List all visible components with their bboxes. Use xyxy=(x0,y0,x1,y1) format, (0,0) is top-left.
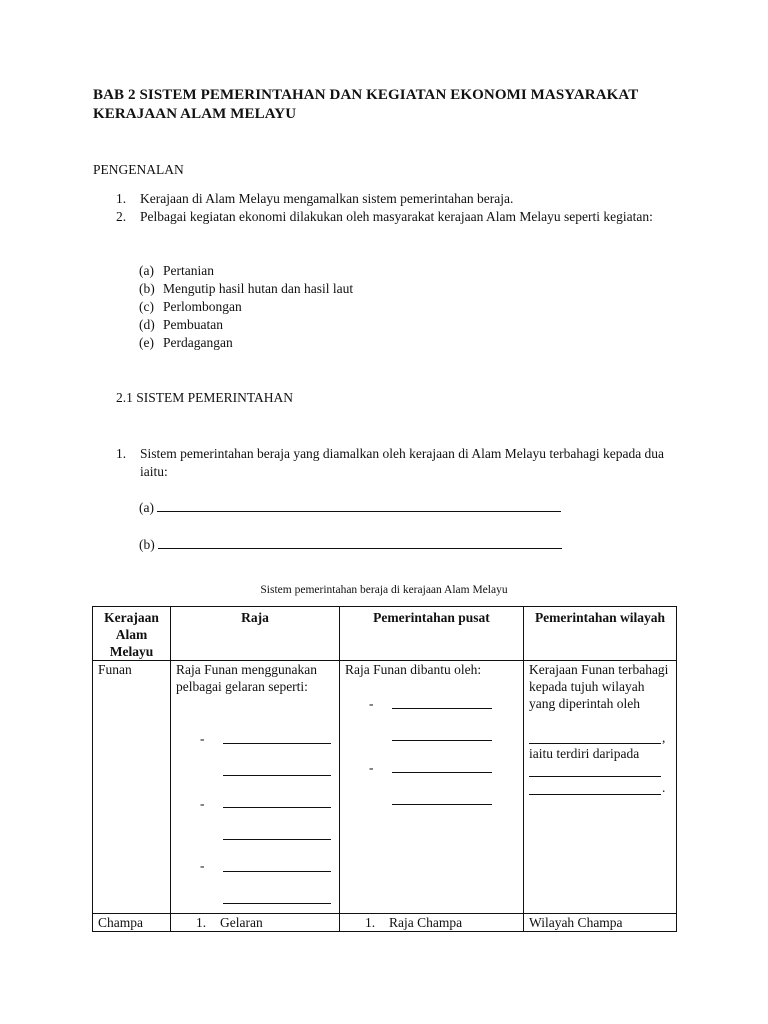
table-caption: Sistem pemerintahan beraja di kerajaan Alam Melayu xyxy=(260,584,508,596)
dash-marker: - xyxy=(369,760,374,775)
item-text: Sistem pemerintahan beraja yang diamalkan oleh kerajaan di Alam Melayu terbahagi kepada dua iaitu: xyxy=(140,446,665,479)
section-2-1-item-1 xyxy=(116,445,680,481)
answer-blank[interactable] xyxy=(223,775,331,776)
comma-mark: , xyxy=(662,730,666,745)
cell-kerajaan xyxy=(93,914,171,932)
item-number: 1. xyxy=(116,446,127,461)
activity-item xyxy=(139,316,353,334)
activity-text: Perdagangan xyxy=(163,335,233,350)
table-row-funan xyxy=(93,661,677,914)
activity-text: Pertanian xyxy=(163,263,214,278)
section-2-1-list xyxy=(116,445,676,481)
raja-description: Raja Funan menggunakan pelbagai gelaran seperti: xyxy=(176,662,317,694)
dash-marker: - xyxy=(369,696,374,711)
answer-blank[interactable] xyxy=(223,807,331,808)
government-table xyxy=(92,606,677,932)
answer-blank[interactable] xyxy=(157,511,561,512)
dash-marker: - xyxy=(200,858,205,873)
activity-item xyxy=(139,298,353,316)
kingdom-name: Funan xyxy=(98,662,132,677)
section-2-1-heading: 2.1 SISTEM PEMERINTAHAN xyxy=(116,390,294,405)
item-number: 1. xyxy=(116,191,127,206)
raja-gelaran: Gelaran xyxy=(220,915,263,930)
cell-pusat xyxy=(340,914,524,932)
activity-item xyxy=(139,334,353,352)
answer-blank[interactable] xyxy=(392,804,492,805)
header-wilayah: Pemerintahan wilayah xyxy=(524,607,677,661)
cell-pusat xyxy=(340,661,524,914)
chapter-title: BAB 2 SISTEM PEMERINTAHAN DAN KEGIATAN EKONOMI MASYARAKAT KERAJAAN ALAM MELAYU xyxy=(93,87,639,122)
pengenalan-list xyxy=(116,190,676,226)
activity-label: (e) xyxy=(139,335,154,350)
header-pusat: Pemerintahan pusat xyxy=(340,607,524,661)
activity-item xyxy=(139,280,353,298)
activity-item xyxy=(139,262,353,280)
answer-blank[interactable] xyxy=(392,740,492,741)
table-row-champa xyxy=(93,914,677,932)
table-header-row xyxy=(93,607,677,661)
wilayah-description: Kerajaan Funan terbahagi kepada tujuh wilayah yang diperintah oleh xyxy=(529,662,669,711)
answer-blank[interactable] xyxy=(529,794,661,795)
activity-list xyxy=(139,262,353,352)
activity-label: (a) xyxy=(139,263,154,278)
cell-wilayah xyxy=(524,914,677,932)
answer-blank[interactable] xyxy=(223,839,331,840)
answer-label: (a) xyxy=(139,500,154,515)
wilayah-champa: Wilayah Champa xyxy=(529,915,623,930)
answer-row-a xyxy=(139,500,561,516)
item-number: 1. xyxy=(365,915,376,930)
pusat-raja-champa: Raja Champa xyxy=(389,915,463,930)
kingdom-name: Champa xyxy=(98,915,143,930)
header-raja: Raja xyxy=(171,607,340,661)
pengenalan-item-2 xyxy=(116,208,660,226)
cell-wilayah xyxy=(524,661,677,914)
activity-label: (c) xyxy=(139,299,154,314)
activity-label: (b) xyxy=(139,281,155,296)
activity-text: Mengutip hasil hutan dan hasil laut xyxy=(163,281,354,296)
activity-label: (d) xyxy=(139,317,155,332)
dash-marker: - xyxy=(200,731,205,746)
cell-raja xyxy=(171,661,340,914)
dash-marker: - xyxy=(200,796,205,811)
header-kerajaan: Kerajaan Alam Melayu xyxy=(93,607,171,661)
cell-raja xyxy=(171,914,340,932)
answer-blank[interactable] xyxy=(158,548,562,549)
item-number: 2. xyxy=(116,209,127,224)
pusat-description: Raja Funan dibantu oleh: xyxy=(345,662,482,677)
period-mark: . xyxy=(662,780,666,795)
item-text: Pelbagai kegiatan ekonomi dilakukan oleh masyarakat kerajaan Alam Melayu seperti kegiatan: xyxy=(140,209,653,224)
cell-kerajaan xyxy=(93,661,171,914)
item-text: Kerajaan di Alam Melayu mengamalkan sistem pemerintahan beraja. xyxy=(140,191,514,206)
answer-blank[interactable] xyxy=(529,743,661,744)
activity-text: Perlombongan xyxy=(163,299,242,314)
item-number: 1. xyxy=(196,915,207,930)
answer-blank[interactable] xyxy=(392,708,492,709)
wilayah-continuation: iaitu terdiri daripada xyxy=(529,746,640,761)
answer-blank[interactable] xyxy=(223,903,331,904)
answer-row-b xyxy=(139,537,562,553)
activity-text: Pembuatan xyxy=(163,317,223,332)
pengenalan-item-1 xyxy=(116,190,676,208)
answer-label: (b) xyxy=(139,537,155,552)
pengenalan-heading: PENGENALAN xyxy=(93,162,184,177)
answer-blank[interactable] xyxy=(529,776,661,777)
answer-blank[interactable] xyxy=(392,772,492,773)
answer-blank[interactable] xyxy=(223,743,331,744)
answer-blank[interactable] xyxy=(223,871,331,872)
